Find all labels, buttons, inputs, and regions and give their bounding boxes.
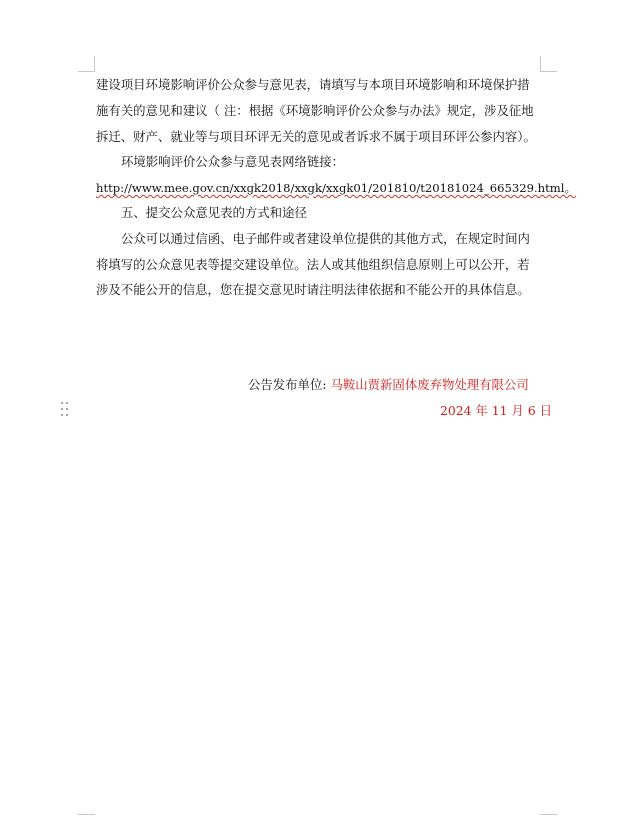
drag-handle-icon[interactable] [61,402,69,418]
paragraph-1-line-1: 建设项目环境影响评价公众参与意见表，请填写与本项目环境影响和环境保护措 [96,77,530,92]
paragraph-2-line-2: 将填写的公众意见表等提交建设单位。法人或其他组织信息原则上可以公开，若 [96,257,530,272]
crop-mark-bottom-left-horizontal [78,814,95,815]
signature-line [248,377,529,393]
section-heading: 五、提交公众意见表的方式和途径 [121,205,307,220]
link-label: 环境影响评价公众参与意见表网络链接： [121,154,345,169]
paragraph-2-line-1: 公众可以通过信函、电子邮件或者建设单位提供的其他方式，在规定时间内 [121,231,530,246]
crop-mark-bottom-right-horizontal [540,814,557,815]
signature-label: 公告发布单位: [248,377,327,392]
signature-date: 2024 年 11 月 6 日 [440,403,553,418]
paragraph-1-line-2: 施有关的意见和建议（ 注：根据《环境影响评价公众参与办法》规定，涉及征地 [96,103,534,118]
crop-mark-top-left-horizontal [78,71,95,72]
crop-mark-top-left-vertical [94,56,95,72]
link-url[interactable]: http://www.mee.gov.cn/xxgk2018/xxgk/xxgk01/201810/t20181024_665329.html。 [96,181,577,195]
crop-mark-top-right-vertical [540,56,541,72]
paragraph-1-line-3: 拆迁、财产、就业等与项目环评无关的意见或者诉求不属于项目环评公参内容）。 [96,129,536,144]
crop-mark-top-right-horizontal [540,71,557,72]
signature-company: 马鞍山贾新固体废弃物处理有限公司 [330,377,529,392]
paragraph-2-line-3: 涉及不能公开的信息，您在提交意见时请注明法律依据和不能公开的具体信息。 [96,282,530,297]
